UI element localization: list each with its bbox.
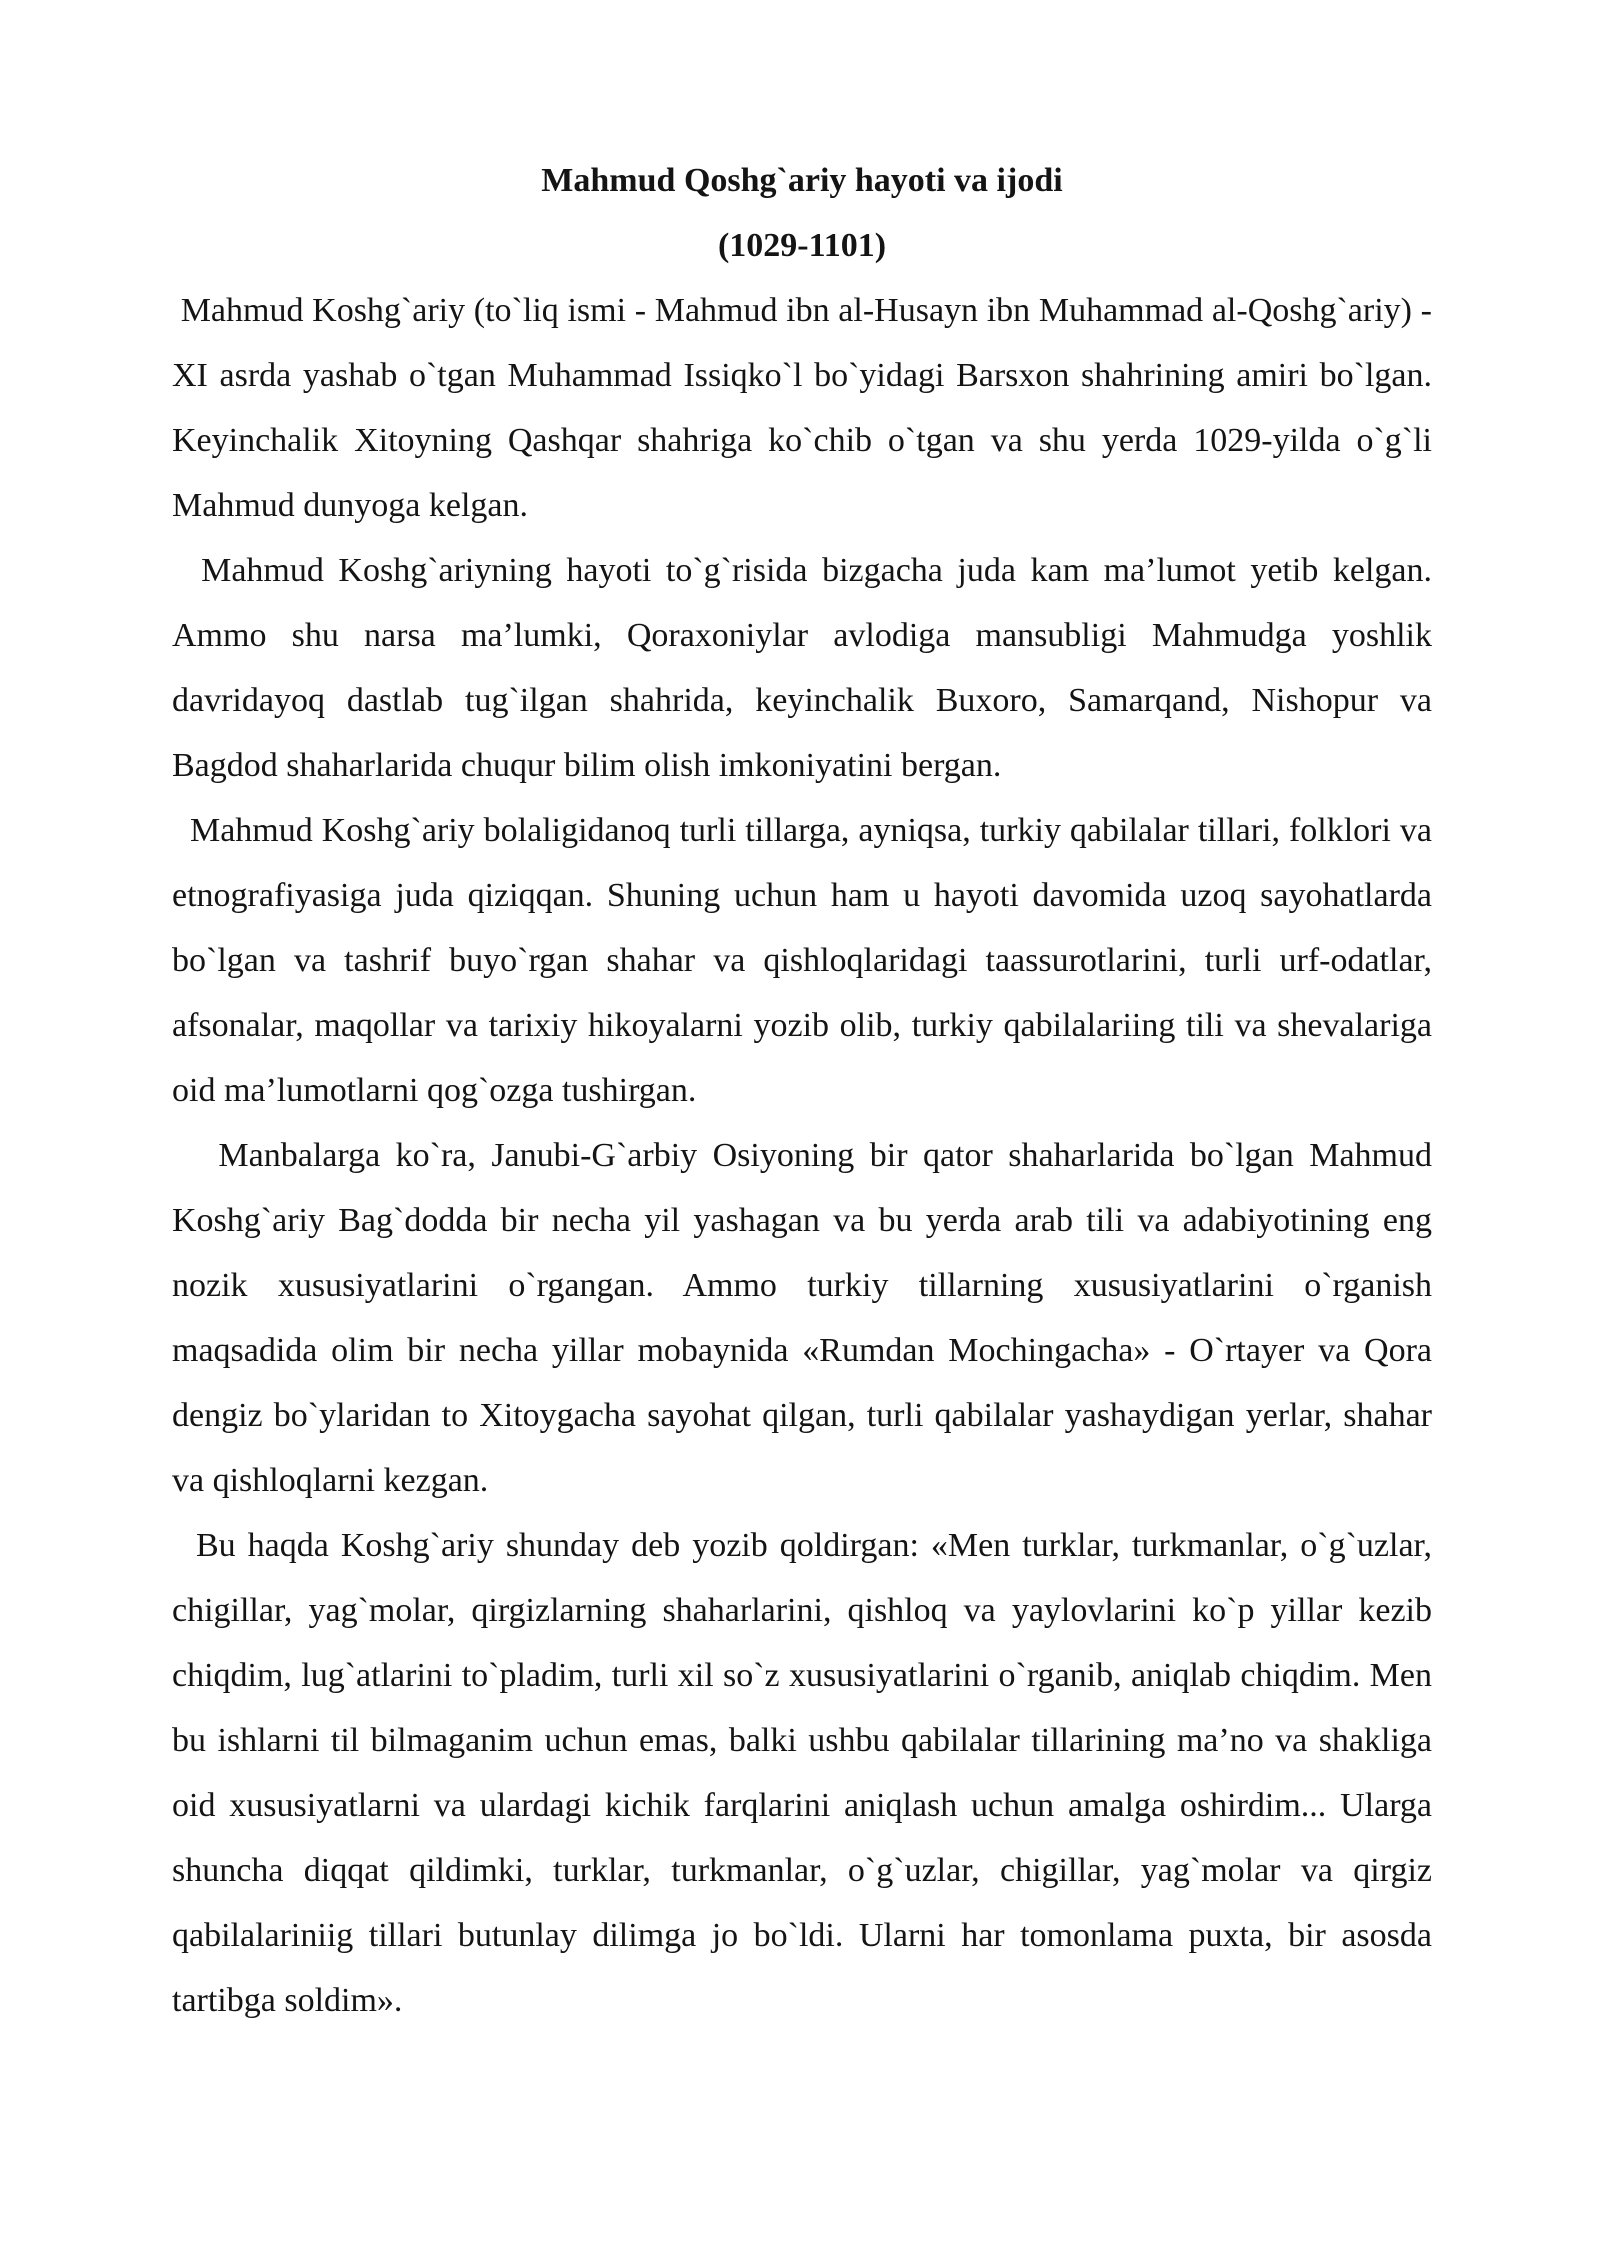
paragraph-5: Bu haqda Koshg`ariy shunday deb yozib qoldirgan: «Men turklar, turkmanlar, o`g`uzlar, chigillar, yag`molar, qirgizlarning shaharlarini, qishloq va yaylovlarini ko`p yillar kezib chiqdim, lug`atlarini to`pladim, turli xil so`z xususiyatlarini o`rganib, aniqlab chiqdim. Men bu ishlarni til bilmaganim uchun emas, balki ushbu qabilalar tillarining ma’no va shakliga oid xususiyatlarni va ulardagi kichik farqlarini aniqlash uchun amalga oshirdim... Ularga shuncha diqqat qildimki, turklar, turkmanlar, o`g`uzlar, chigillar, yag`molar va qirgiz qabilalariniig tillari butunlay dilimga jo bo`ldi. Ularni har tomonlama puxta, bir asosda tartibga soldim». bbox=[172, 1527, 1441, 2019]
paragraph-4: Manbalarga ko`ra, Janubi-G`arbiy Osiyoning bir qator shaharlarida bo`lgan Mahmud Koshg`ariy Bag`dodda bir necha yil yashagan va bu yerda arab tili va adabiyotining eng nozik xususiyatlarini o`rgangan. Ammo turkiy tillarning xususiyatlarini o`rganish maqsadida olim bir necha yillar mobaynida «Rumdan Mochingacha» - O`rtayer va Qora dengiz bo`ylaridan to Xitoygacha sayohat qilgan, turli qabilalar yashaydigan yerlar, shahar va qishloqlarni kezgan. bbox=[172, 1137, 1441, 1499]
document-subtitle: (1029-1101) bbox=[717, 227, 887, 264]
paragraph-1: Mahmud Koshg`ariy (to`liq ismi - Mahmud ibn al-Husayn ibn Muhammad al-Qoshg`ariy) - XI asrda yashab o`tgan Muhammad Issiqko`l bo`yidagi Barsxon shahrining amiri bo`lgan. Keyinchalik Xitoyning Qashqar shahriga ko`chib o`tgan va shu yerda 1029-yilda o`g`li Mahmud dunyoga kelgan. bbox=[172, 292, 1441, 524]
document-page bbox=[172, 148, 1441, 2033]
paragraph-3: Mahmud Koshg`ariy bolaligidanoq turli tillarga, ayniqsa, turkiy qabilalar tillari, folklori va etnografiyasiga juda qiziqqan. Shuning uchun ham u hayoti davomida uzoq sayohatlarda bo`lgan va tashrif buyo`rgan shahar va qishloqlaridagi taassurotlarini, turli urf-odatlar, afsonalar, maqollar va tarixiy hikoyalarni yozib olib, turkiy qabilalariing tili va shevalariga oid ma’lumotlarni qog`ozga tushirgan. bbox=[172, 812, 1441, 1109]
document-title: Mahmud Qoshg`ariy hayoti va ijodi bbox=[541, 162, 1063, 199]
paragraph-2: Mahmud Koshg`ariyning hayoti to`g`risida bizgacha juda kam ma’lumot yetib kelgan. Ammo shu narsa ma’lumki, Qoraxoniylar avlodiga mansubligi Mahmudga yoshlik davridayoq dastlab tug`ilgan shahrida, keyinchalik Buxoro, Samarqand, Nishopur va Bagdod shaharlarida chuqur bilim olish imkoniyatini bergan. bbox=[172, 552, 1441, 784]
